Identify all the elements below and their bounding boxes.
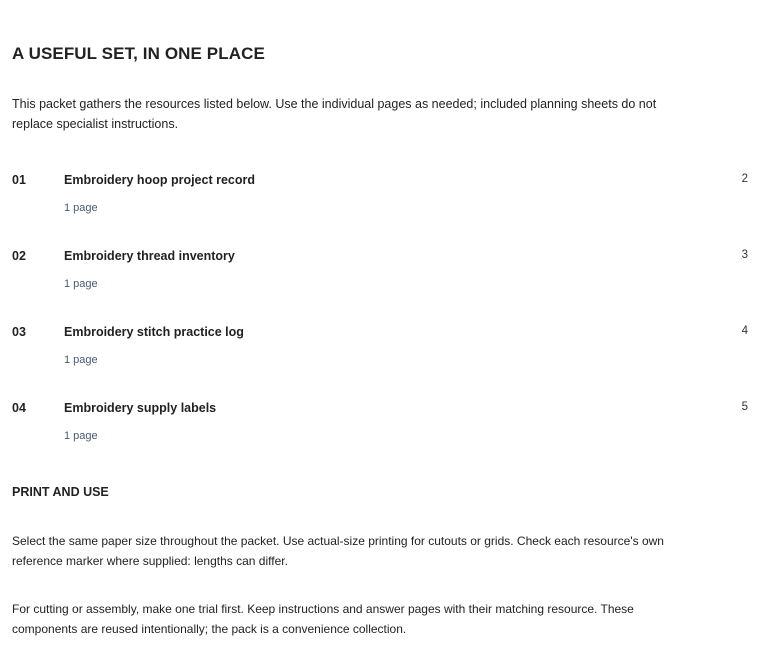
item-title: Embroidery thread inventory	[64, 249, 235, 263]
item-title: Embroidery supply labels	[64, 401, 217, 415]
list-item	[12, 173, 748, 233]
item-page-count: 1 page	[64, 202, 98, 214]
item-page-count: 1 page	[64, 354, 98, 366]
item-page-count: 1 page	[64, 278, 98, 290]
print-section-heading: PRINT AND USE	[12, 485, 109, 499]
item-page-number: 5	[741, 401, 748, 413]
item-number: 03	[12, 325, 26, 339]
print-paragraph: Select the same paper size throughout the packet. Use actual-size printing for cutouts or grids. Check each resource's own reference marker where supplied: lengths can differ.	[12, 534, 664, 568]
item-number: 04	[12, 401, 26, 415]
list-item	[12, 249, 748, 309]
item-page-number: 4	[741, 325, 748, 337]
item-page-count: 1 page	[64, 430, 98, 442]
item-title: Embroidery hoop project record	[64, 173, 256, 187]
item-title: Embroidery stitch practice log	[64, 325, 244, 339]
item-page-number: 3	[741, 249, 748, 261]
item-number: 01	[12, 173, 26, 187]
list-item	[12, 325, 748, 385]
item-number: 02	[12, 249, 26, 263]
intro-paragraph: This packet gathers the resources listed below. Use the individual pages as needed; included planning sheets do not replace specialist instructions.	[12, 97, 657, 131]
page-title: A USEFUL SET, IN ONE PLACE	[12, 44, 265, 63]
list-item	[12, 401, 748, 461]
print-paragraph: For cutting or assembly, make one trial first. Keep instructions and answer pages with their matching resource. These components are reused intentionally; the pack is a convenience collection.	[12, 602, 634, 636]
item-page-number: 2	[741, 173, 748, 185]
